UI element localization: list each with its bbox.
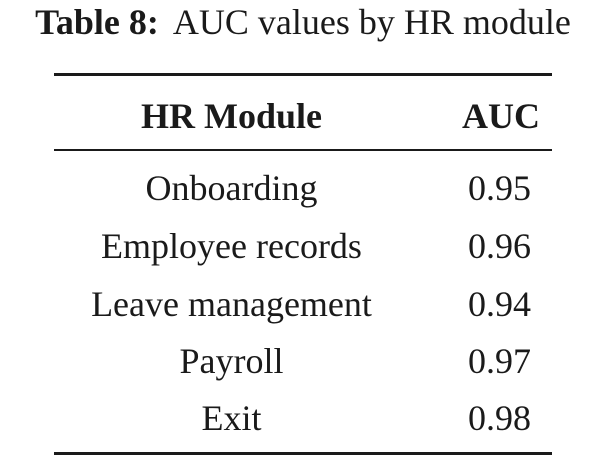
header-auc: AUC	[462, 96, 540, 136]
header-rule	[54, 149, 552, 151]
table-row-module: Payroll	[179, 341, 284, 381]
caption-text: AUC values by HR module	[172, 2, 571, 42]
table-row-auc: 0.98	[468, 398, 531, 438]
table-row-module: Leave management	[91, 284, 372, 324]
table-row-module: Employee records	[101, 226, 362, 266]
top-rule	[54, 73, 552, 76]
table-row-module: Exit	[201, 398, 262, 438]
header-hr-module: HR Module	[140, 96, 322, 136]
table-row-auc: 0.94	[468, 284, 531, 324]
table-caption	[0, 2, 606, 42]
table-row-auc: 0.95	[468, 168, 531, 208]
table-row-auc: 0.97	[468, 341, 531, 381]
table-row-module: Onboarding	[145, 168, 318, 208]
caption-label: Table 8:	[35, 2, 159, 42]
table-row-auc: 0.96	[468, 226, 531, 266]
bottom-rule	[54, 452, 552, 455]
